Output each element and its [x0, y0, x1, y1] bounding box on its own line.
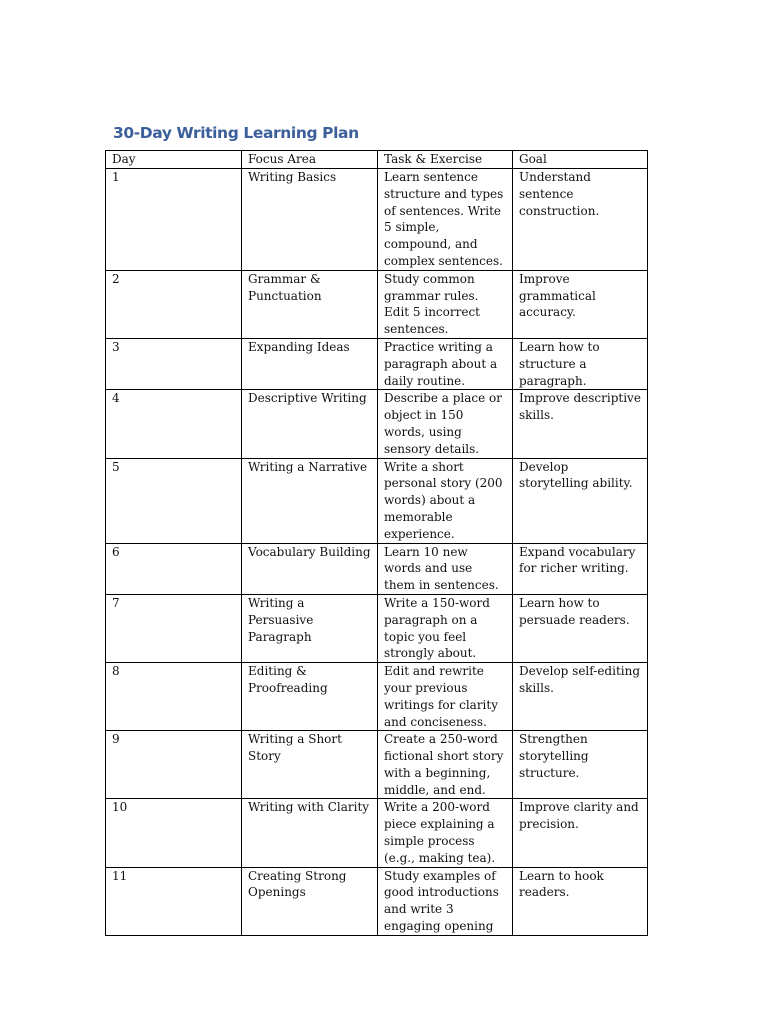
day-cell: 6 — [106, 543, 242, 594]
table-row — [106, 543, 648, 594]
task-cell: Write a 200-word piece explaining a simple process (e.g., making tea). — [378, 799, 513, 867]
table-body — [106, 169, 648, 936]
focus-area-cell: Writing with Clarity — [242, 799, 378, 867]
writing-plan-table — [105, 150, 648, 936]
day-cell: 1 — [106, 169, 242, 271]
focus-area-cell: Editing & Proofreading — [242, 663, 378, 731]
focus-area-cell: Grammar & Punctuation — [242, 270, 378, 338]
goal-cell: Develop self-editing skills. — [513, 663, 648, 731]
goal-cell: Strengthen storytelling structure. — [513, 731, 648, 799]
goal-cell: Improve clarity and precision. — [513, 799, 648, 867]
focus-area-cell: Creating Strong Openings — [242, 867, 378, 935]
header-day: Day — [106, 151, 242, 169]
table-row — [106, 594, 648, 662]
task-cell: Learn sentence structure and types of sentences. Write 5 simple, compound, and complex sentences. — [378, 169, 513, 271]
task-cell: Write a 150-word paragraph on a topic you feel strongly about. — [378, 594, 513, 662]
table-row — [106, 799, 648, 867]
goal-cell: Learn how to structure a paragraph. — [513, 338, 648, 389]
focus-area-cell: Expanding Ideas — [242, 338, 378, 389]
day-cell: 4 — [106, 390, 242, 458]
focus-area-cell: Descriptive Writing — [242, 390, 378, 458]
table-row — [106, 270, 648, 338]
table-row — [106, 169, 648, 271]
task-cell: Edit and rewrite your previous writings for clarity and conciseness. — [378, 663, 513, 731]
day-cell: 7 — [106, 594, 242, 662]
task-cell: Study examples of good introductions and write 3 engaging opening — [378, 867, 513, 935]
task-cell: Write a short personal story (200 words) about a memorable experience. — [378, 458, 513, 543]
goal-cell: Improve descriptive skills. — [513, 390, 648, 458]
day-cell: 5 — [106, 458, 242, 543]
task-cell: Study common grammar rules. Edit 5 incorrect sentences. — [378, 270, 513, 338]
focus-area-cell: Writing a Short Story — [242, 731, 378, 799]
table-row — [106, 458, 648, 543]
table-row — [106, 867, 648, 935]
document-title: 30-Day Writing Learning Plan — [113, 124, 359, 142]
table-row — [106, 731, 648, 799]
task-cell: Learn 10 new words and use them in sentences. — [378, 543, 513, 594]
day-cell: 8 — [106, 663, 242, 731]
goal-cell: Learn how to persuade readers. — [513, 594, 648, 662]
table-row — [106, 663, 648, 731]
goal-cell: Expand vocabulary for richer writing. — [513, 543, 648, 594]
table-header-row — [106, 151, 648, 169]
day-cell: 2 — [106, 270, 242, 338]
focus-area-cell: Writing a Persuasive Paragraph — [242, 594, 378, 662]
goal-cell: Develop storytelling ability. — [513, 458, 648, 543]
header-task-exercise: Task & Exercise — [378, 151, 513, 169]
header-focus-area: Focus Area — [242, 151, 378, 169]
goal-cell: Learn to hook readers. — [513, 867, 648, 935]
day-cell: 3 — [106, 338, 242, 389]
day-cell: 9 — [106, 731, 242, 799]
focus-area-cell: Writing Basics — [242, 169, 378, 271]
task-cell: Describe a place or object in 150 words, using sensory details. — [378, 390, 513, 458]
table-row — [106, 390, 648, 458]
task-cell: Practice writing a paragraph about a daily routine. — [378, 338, 513, 389]
day-cell: 10 — [106, 799, 242, 867]
goal-cell: Improve grammatical accuracy. — [513, 270, 648, 338]
focus-area-cell: Writing a Narrative — [242, 458, 378, 543]
task-cell: Create a 250-word fictional short story with a beginning, middle, and end. — [378, 731, 513, 799]
header-goal: Goal — [513, 151, 648, 169]
focus-area-cell: Vocabulary Building — [242, 543, 378, 594]
day-cell: 11 — [106, 867, 242, 935]
goal-cell: Understand sentence construction. — [513, 169, 648, 271]
table-row — [106, 338, 648, 389]
